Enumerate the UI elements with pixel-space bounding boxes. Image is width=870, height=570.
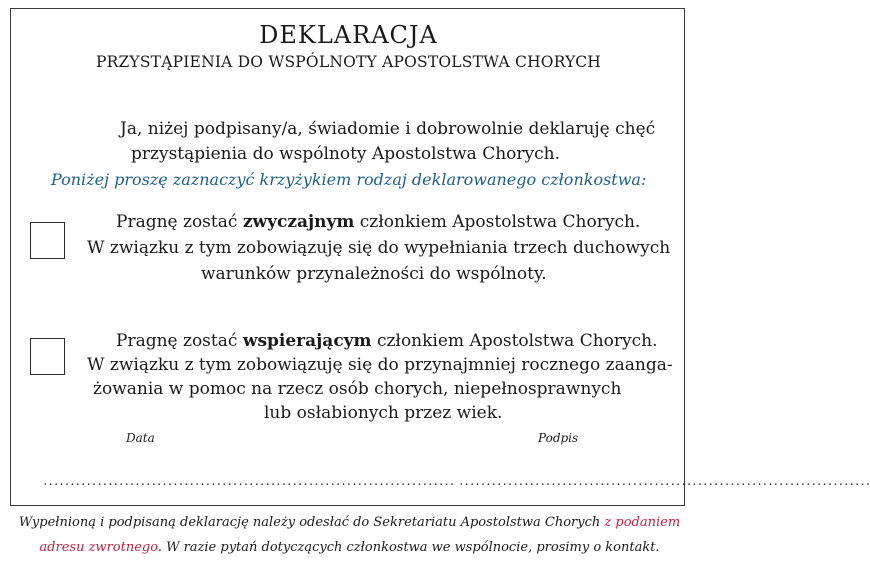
option-supporting-line-4: lub osłabionych przez wiek. xyxy=(264,403,503,423)
option-ordinary-prefix: Pragnę zostać xyxy=(116,212,243,232)
option-supporting-suffix: członkiem Apostolstwa Chorych. xyxy=(371,331,658,351)
supporting-member-checkbox[interactable] xyxy=(30,338,65,375)
date-line[interactable]: ............................................................................ xyxy=(42,475,455,488)
date-label: Data xyxy=(126,431,155,445)
signature-label: Podpis xyxy=(538,431,579,445)
footer-text-2: . W razie pytań dotyczących członkostwa we wspólnocie, prosimy o kontakt. xyxy=(157,540,660,555)
declaration-card xyxy=(10,8,870,506)
option-supporting-prefix: Pragnę zostać xyxy=(116,331,243,351)
option-supporting-line-2: W związku z tym zobowiązuję się do przynajmniej rocznego zaanga- xyxy=(87,355,673,375)
instruction-text: Poniżej proszę zaznaczyć krzyżykiem rodzaj deklarowanego członkostwa: xyxy=(51,170,647,189)
option-ordinary-suffix: członkiem Apostolstwa Chorych. xyxy=(354,212,641,232)
intro-line-2: przystąpienia do wspólnoty Apostolstwa Chorych. xyxy=(131,144,561,164)
footer-line-2 xyxy=(0,540,699,555)
footer-highlight-2: adresu zwrotnego xyxy=(39,540,158,555)
declaration-subtitle: PRZYSTĄPIENIA DO WSPÓLNOTY APOSTOLSTWA CHORYCH xyxy=(95,53,602,71)
option-supporting-keyword: wspierającym xyxy=(242,331,372,351)
ordinary-member-checkbox[interactable] xyxy=(30,222,65,259)
signature-line[interactable]: ............................................................................ xyxy=(458,475,870,488)
option-ordinary-line-2: W związku z tym zobowiązuję się do wypełniania trzech duchowych xyxy=(87,238,671,258)
footer-line-1 xyxy=(0,515,699,530)
option-supporting-line-1 xyxy=(116,331,658,351)
declaration-title: DEKLARACJA xyxy=(259,21,438,49)
footer-text-1: Wypełnioną i podpisaną deklarację należy odesłać do Sekretariatu Apostolstwa Chorych xyxy=(18,515,605,530)
footer-highlight-1: z podaniem xyxy=(604,515,681,530)
option-ordinary-line-3: warunków przynależności do wspólnoty. xyxy=(201,264,547,284)
option-supporting-line-3: żowania w pomoc na rzecz osób chorych, niepełnosprawnych xyxy=(93,379,622,399)
option-ordinary-keyword: zwyczajnym xyxy=(242,212,355,232)
intro-line-1: Ja, niżej podpisany/a, świadomie i dobrowolnie deklaruję chęć xyxy=(120,119,656,139)
option-ordinary-line-1 xyxy=(116,212,640,232)
